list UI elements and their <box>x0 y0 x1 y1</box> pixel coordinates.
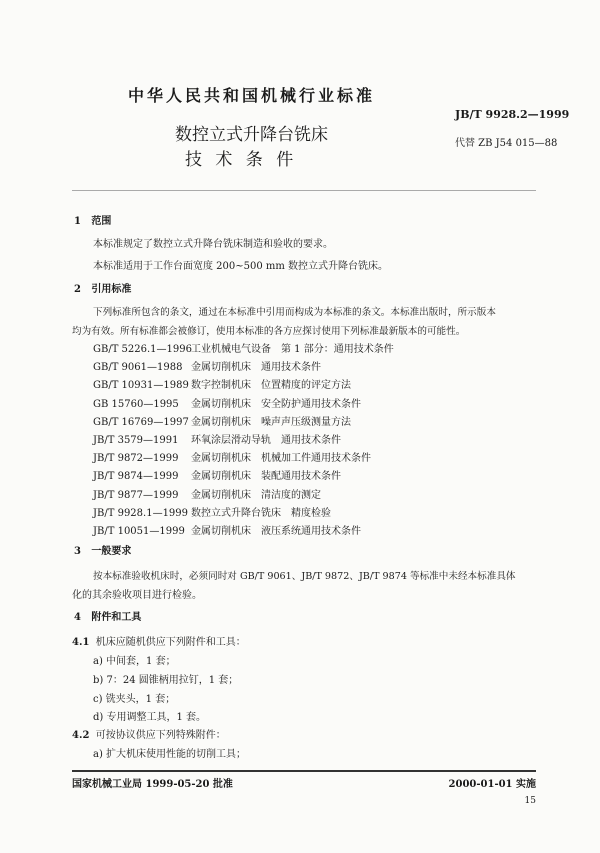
doc-title-line2: 技 术 条 件 <box>185 150 298 170</box>
footer-divider <box>72 770 536 772</box>
paragraph: 本标准规定了数控立式升降台铣床制造和验收的要求。 <box>93 239 333 250</box>
section-title: 附件和工具 <box>91 612 142 623</box>
reference-code: JB/T 10051—1999 <box>93 526 185 537</box>
reference-code: GB/T 10931—1989 <box>93 380 189 392</box>
org-title: 中华人民共和国机械行业标准 <box>128 86 376 105</box>
reference-title: 金属切削机床 安全防护通用技术条件 <box>191 398 361 410</box>
reference-title: 环氧涂层滑动导轨 通用技术条件 <box>191 435 341 446</box>
reference-code: JB/T 9877—1999 <box>93 489 179 501</box>
reference-title: 工业机械电气设备 第 1 部分：通用技术条件 <box>191 344 394 355</box>
reference-title: 金属切削机床 液压系统通用技术条件 <box>191 526 361 537</box>
approval-info: 国家机械工业局 1999-05-20 批准 <box>72 779 233 790</box>
reference-title: 数字控制机床 位置精度的评定方法 <box>191 380 351 392</box>
section-number: 3 <box>74 546 81 557</box>
paragraph: 均为有效。所有标准都会被修订，使用本标准的各方应探讨使用下列标准最新版本的可能性。 <box>72 326 466 337</box>
standard-number: JB/T 9928.2—1999 <box>455 108 570 121</box>
reference-code: GB/T 9061—1988 <box>93 362 183 374</box>
reference-code: JB/T 9874—1999 <box>93 471 179 483</box>
effective-date: 2000-01-01 实施 <box>448 779 536 790</box>
section-number: 2 <box>74 284 81 295</box>
reference-title: 金属切削机床 机械加工件通用技术条件 <box>191 453 371 465</box>
section-title: 一般要求 <box>91 546 132 557</box>
doc-title-line1: 数控立式升降台铣床 <box>175 125 328 145</box>
reference-title: 金属切削机床 噪声声压级测量方法 <box>191 416 351 428</box>
reference-code: JB/T 9872—1999 <box>93 453 179 465</box>
list-item: a) 扩大机床使用性能的切削工具； <box>93 749 247 760</box>
reference-code: GB 15760—1995 <box>93 398 179 410</box>
list-item: c) 铣夹头，1 套； <box>93 694 176 705</box>
section-4-heading <box>74 610 141 626</box>
reference-title: 金属切削机床 通用技术条件 <box>191 362 321 374</box>
replaces-standard: 代替 ZB J54 015—88 <box>455 138 558 149</box>
section-number: 4 <box>74 612 81 623</box>
paragraph: 化的其余验收项目进行检验。 <box>72 590 202 601</box>
section-title: 范围 <box>91 216 112 227</box>
subsection-text: 可按协议供应下列特殊附件： <box>95 730 226 741</box>
header-divider <box>72 190 536 191</box>
reference-code: JB/T 9928.1—1999 <box>93 507 189 519</box>
subsection-text: 机床应随机供应下列附件和工具： <box>95 637 246 648</box>
reference-title: 金属切削机床 清洁度的测定 <box>191 489 321 501</box>
subsection-number: 4.2 <box>72 730 90 741</box>
list-item: b) 7：24 圆锥柄用拉钉，1 套； <box>93 675 239 686</box>
page-number: 15 <box>524 796 536 806</box>
list-item: d) 专用调整工具，1 套。 <box>93 712 207 723</box>
section-1-heading <box>74 214 111 230</box>
subsection-4-2 <box>72 728 226 744</box>
section-2-heading <box>74 282 131 298</box>
list-item: a) 中间套，1 套； <box>93 656 176 667</box>
section-title: 引用标准 <box>91 284 132 295</box>
paragraph: 下列标准所包含的条文，通过在本标准中引用而构成为本标准的条文。本标准出版时，所示版本 <box>93 307 496 318</box>
reference-code: GB/T 5226.1—1996 <box>93 344 192 355</box>
section-3-heading <box>74 544 131 560</box>
section-number: 1 <box>74 216 81 227</box>
paragraph: 按本标准验收机床时，必须同时对 GB/T 9061、JB/T 9872、JB/T 9874 等标准中未经本标准具体 <box>93 571 516 582</box>
reference-code: GB/T 16769—1997 <box>93 416 189 428</box>
reference-title: 金属切削机床 装配通用技术条件 <box>191 471 341 483</box>
paragraph: 本标准适用于工作台面宽度 200~500 mm 数控立式升降台铣床。 <box>93 261 389 272</box>
reference-code: JB/T 3579—1991 <box>93 435 179 446</box>
reference-title: 数控立式升降台铣床 精度检验 <box>191 507 331 519</box>
subsection-4-1 <box>72 635 246 651</box>
subsection-number: 4.1 <box>72 637 90 648</box>
